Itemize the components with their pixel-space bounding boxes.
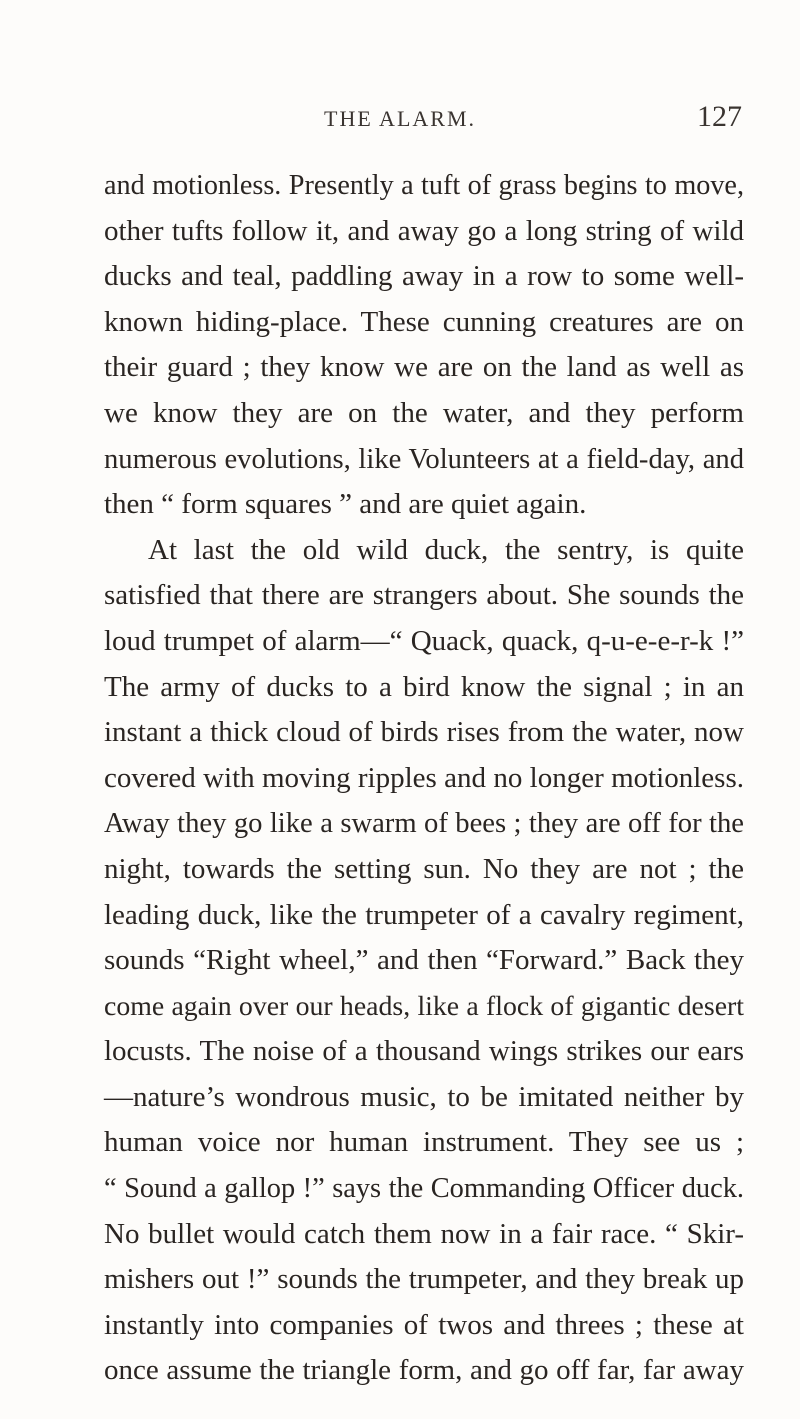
text-line: No bullet would catch them now in a fair race. “ Skir- (104, 1217, 744, 1250)
text-line: and motionless. Presently a tuft of grass begins to move, (104, 170, 744, 201)
text-line: known hiding-place. These cunning creatures are on (104, 305, 744, 338)
text-line: we know they are on the water, and they perform (104, 396, 744, 429)
text-line: locusts. The noise of a thousand wings strikes our ears (104, 1035, 744, 1068)
text-line: instant a thick cloud of birds rises from the water, now (104, 716, 744, 749)
running-head (0, 100, 800, 136)
text-line: ducks and teal, paddling away in a row to some well- (104, 260, 744, 293)
text-line: The army of ducks to a bird know the signal ; in an (104, 670, 744, 703)
page-number: 127 (697, 100, 742, 133)
text-line: Away they go like a swarm of bees ; they are off for the (104, 807, 744, 840)
text-line: “ Sound a gallop !” says the Commanding Officer duck. (104, 1173, 744, 1205)
text-line: —nature’s wondrous music, to be imitated neither by (104, 1080, 744, 1113)
text-line: leading duck, like the trumpeter of a cavalry regiment, (104, 898, 744, 931)
text-line: sounds “Right wheel,” and then “Forward.” Back they (104, 944, 744, 977)
text-line: At last the old wild duck, the sentry, is quite (148, 533, 744, 566)
text-line: numerous evolutions, like Volunteers at a field-day, and (104, 443, 744, 475)
text-line: human voice nor human instrument. They see us ; (104, 1126, 744, 1159)
text-line: covered with moving ripples and no longer motionless. (104, 761, 744, 794)
text-line: once assume the triangle form, and go off far, far away (104, 1354, 744, 1387)
text-line: come again over our heads, like a flock of gigantic desert (104, 990, 744, 1022)
body-text (104, 163, 744, 1394)
text-line: loud trumpet of alarm—“ Quack, quack, q-u-e-e-r-k !” (104, 624, 744, 657)
text-line: night, towards the setting sun. No they are not ; the (104, 852, 744, 885)
text-line: mishers out !” sounds the trumpeter, and they break up (104, 1263, 744, 1296)
text-line: instantly into companies of twos and threes ; these at (104, 1308, 744, 1341)
text-line: satisfied that there are strangers about. She sounds the (104, 579, 744, 612)
text-line: other tufts follow it, and away go a long string of wild (104, 214, 744, 247)
running-title: THE ALARM. (324, 106, 476, 131)
text-line: their guard ; they know we are on the land as well as (104, 351, 744, 384)
text-line: then “ form squares ” and are quiet again. (104, 488, 587, 521)
